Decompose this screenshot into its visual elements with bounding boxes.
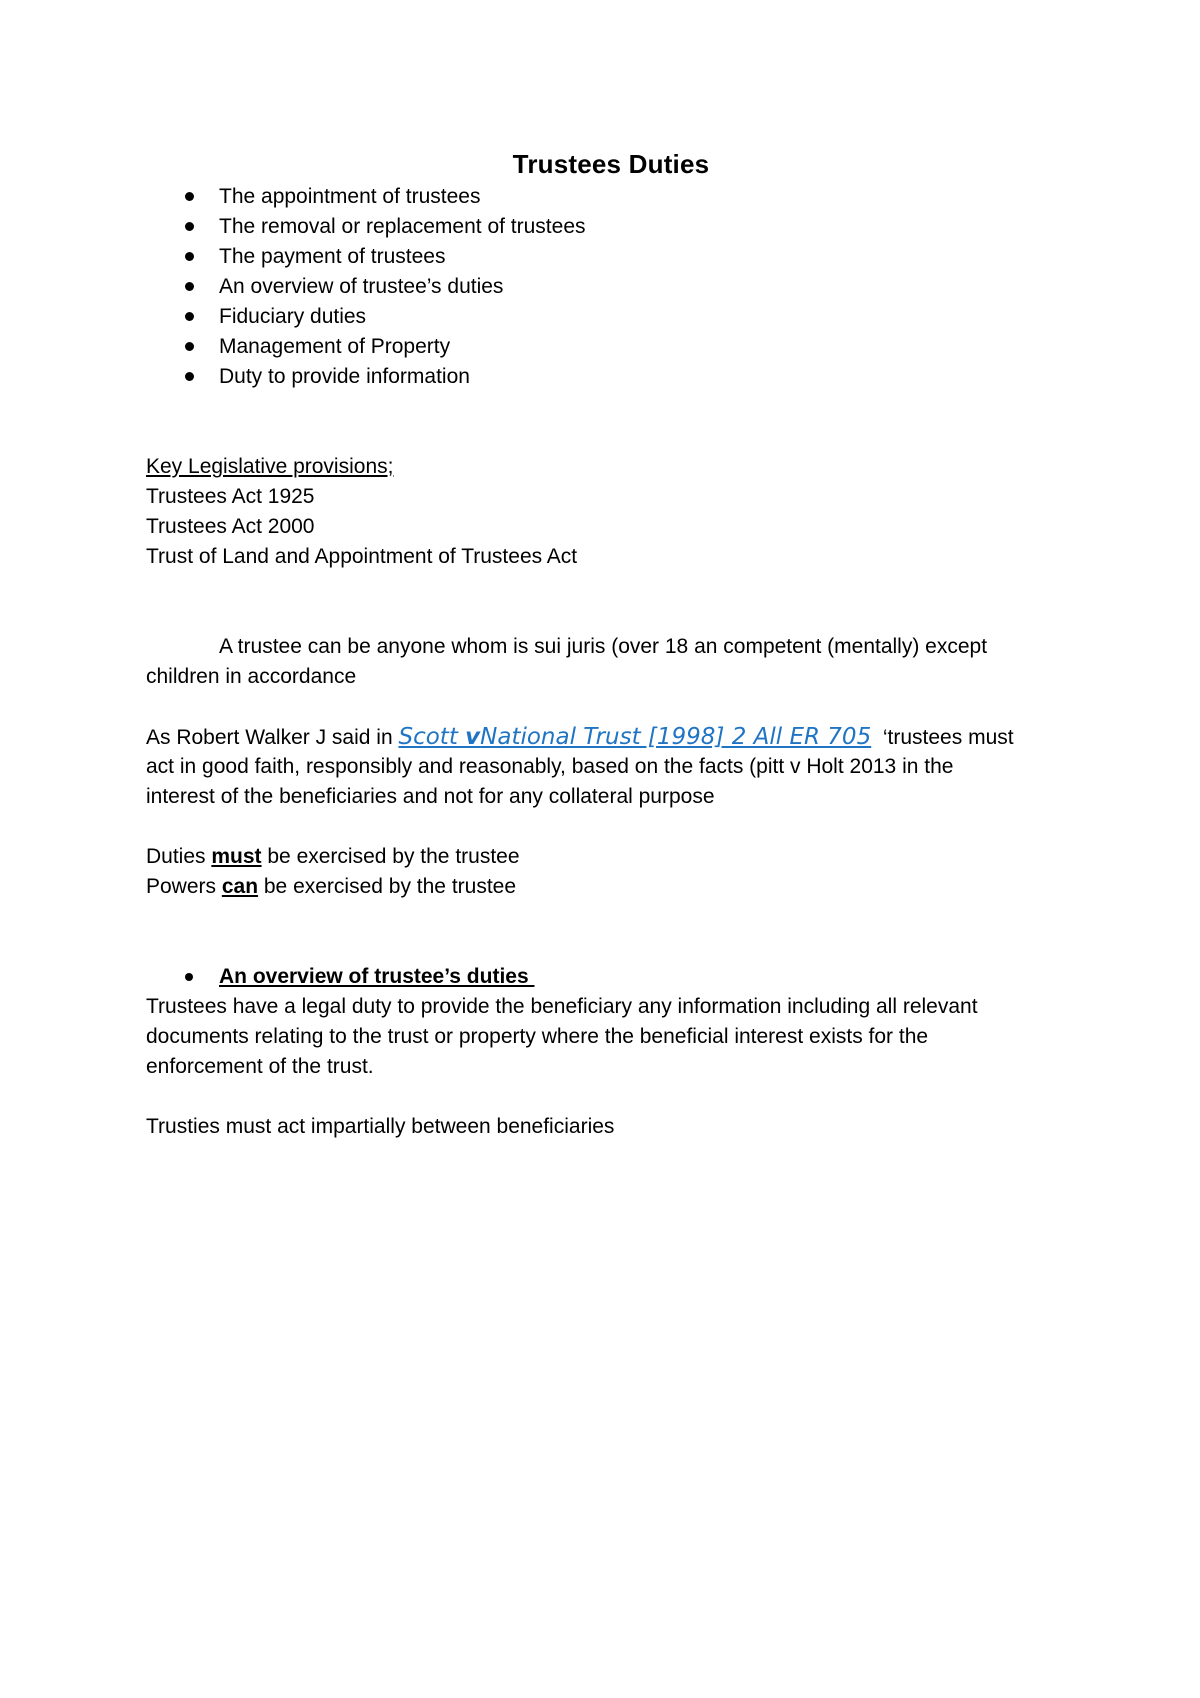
spacer (146, 902, 1076, 962)
bullet-icon (185, 222, 194, 231)
paragraph-line: A trustee can be anyone whom is sui juris (over 18 an competent (mentally) except (219, 635, 988, 658)
list-item (146, 302, 1076, 332)
list-item-label: The removal or replacement of trustees (219, 215, 586, 238)
case-name-part: Scott (398, 724, 466, 750)
list-item-label: The payment of trustees (219, 245, 446, 268)
overview-section-heading (146, 962, 1076, 992)
list-item-label: An overview of trustee’s duties (219, 275, 504, 298)
paragraph-text: Duties (146, 845, 212, 868)
duties-line (146, 842, 1076, 872)
paragraph-line (146, 722, 1076, 752)
bullet-icon (185, 252, 194, 261)
case-name-part: National Trust [1998] 2 All ER 705 (480, 724, 872, 750)
list-item-label: Management of Property (219, 335, 451, 358)
list-item (146, 212, 1076, 242)
emphasis-must: must (211, 845, 262, 868)
paragraph-line: Trustees have a legal duty to provide the beneficiary any information including all relevant (146, 995, 978, 1018)
list-item (146, 332, 1076, 362)
paragraph-text: As Robert Walker J said in (146, 726, 399, 749)
walker-paragraph (146, 722, 1076, 812)
spacer (146, 392, 1076, 452)
impartiality-line: Trusties must act impartially between beneficiaries (146, 1115, 615, 1138)
list-item-label: Fiduciary duties (219, 305, 367, 328)
spacer (146, 572, 1076, 632)
legislation-item: Trustees Act 2000 (146, 515, 315, 538)
bullet-icon (185, 192, 194, 201)
spacer (146, 692, 1076, 722)
legislation-heading: Key Legislative provisions; (146, 455, 394, 478)
bullet-icon (185, 282, 194, 291)
spacer (146, 1082, 1076, 1112)
paragraph-text: be exercised by the trustee (261, 845, 520, 868)
paragraph-line: children in accordance (146, 665, 357, 688)
list-item-label: Duty to provide information (219, 365, 470, 388)
powers-line (146, 872, 1076, 902)
case-versus: v (465, 724, 481, 750)
paragraph-line: act in good faith, responsibly and reasonably, based on the facts (pitt v Holt 2013 in the (146, 755, 954, 778)
list-item (146, 242, 1076, 272)
sui-juris-paragraph (146, 632, 1076, 692)
legislation-item: Trust of Land and Appointment of Trustees Act (146, 545, 578, 568)
paragraph-line: interest of the beneficiaries and not for any collateral purpose (146, 785, 715, 808)
bullet-icon (185, 372, 194, 381)
list-item (146, 182, 1076, 212)
bullet-icon (185, 312, 194, 321)
paragraph-text: Powers (146, 875, 222, 898)
case-citation-link[interactable] (398, 724, 871, 750)
section-heading-label: An overview of trustee’s duties (219, 965, 535, 988)
paragraph-line: enforcement of the trust. (146, 1055, 374, 1078)
bullet-icon (185, 342, 194, 351)
spacer (146, 812, 1076, 842)
topics-list (146, 182, 1076, 392)
paragraph-line: documents relating to the trust or property where the beneficial interest exists for the (146, 1025, 929, 1048)
paragraph-text: ‘trustees must (871, 726, 1014, 749)
document-title: Trustees Duties (512, 149, 710, 179)
list-item (146, 362, 1076, 392)
bullet-icon (185, 973, 193, 981)
legislation-item: Trustees Act 1925 (146, 485, 315, 508)
emphasis-can: can (221, 875, 259, 898)
paragraph-text: be exercised by the trustee (258, 875, 517, 898)
list-item (146, 272, 1076, 302)
document-body (146, 146, 1076, 1142)
list-item-label: The appointment of trustees (219, 185, 481, 208)
